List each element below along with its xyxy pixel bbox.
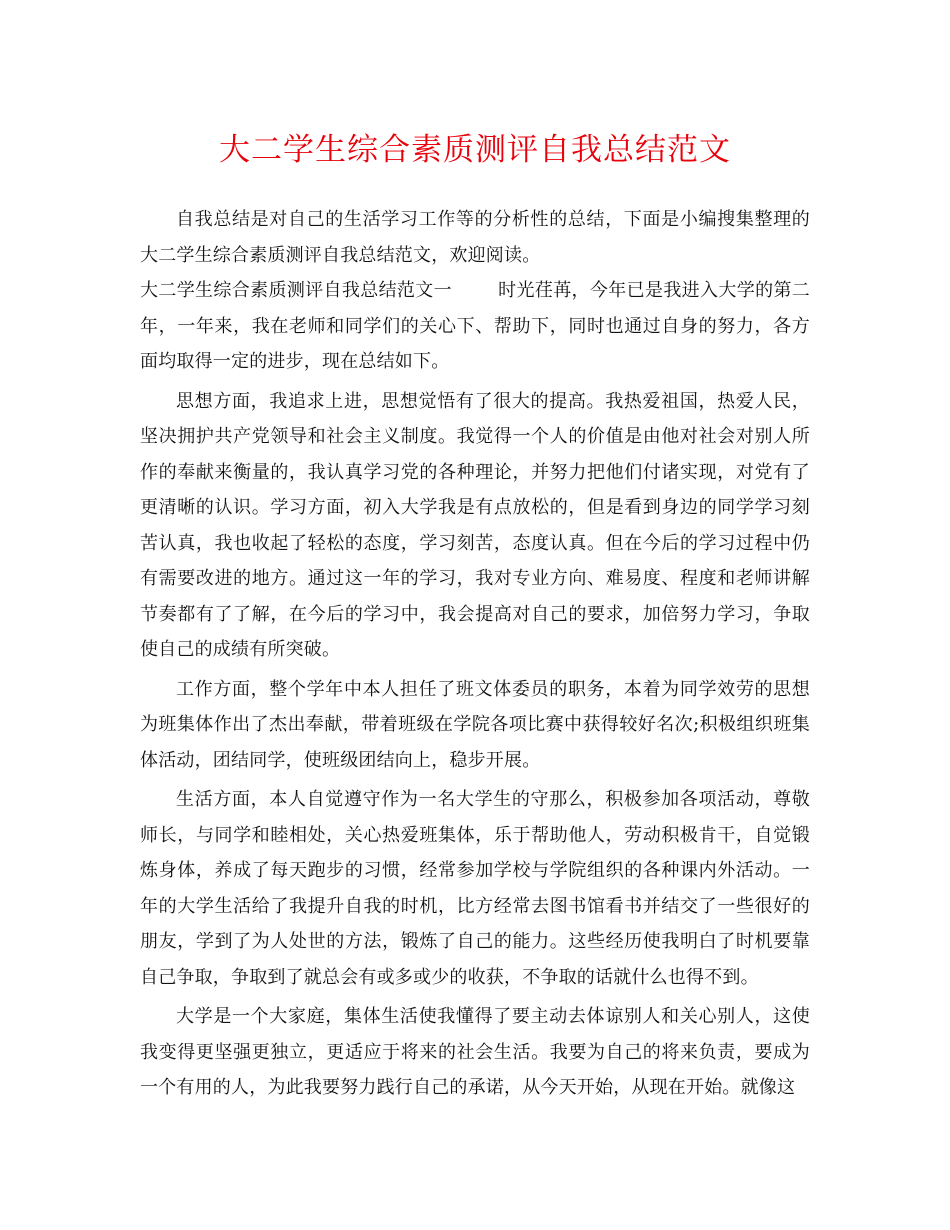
document-body xyxy=(140,202,810,1106)
paragraph-university: 大学是一个大家庭，集体生活使我懂得了要主动去体谅别人和关心别人，这使我变得更坚强更独立，更适应于将来的社会生活。我要为自己的将来负责，要成为一个有用的人，为此我要努力践行自己的承诺，从今天开始，从现在开始。就像这 xyxy=(140,1006,810,1098)
paragraph-life: 生活方面，本人自觉遵守作为一名大学生的守那么，积极参加各项活动，尊敬师长，与同学和睦相处，关心热爱班集体，乐于帮助他人，劳动积极肯干，自觉锻炼身体，养成了每天跑步的习惯，经常参加学校与学院组织的各种课内外活动。一年的大学生活给了我提升自我的时机，比方经常去图书馆看书并结交了一些很好的朋友，学到了为人处世的方法，锻炼了自己的能力。这些经历使我明白了时机要靠自己争取，争取到了就总会有或多或少的收获，不争取的话就什么也得不到。 xyxy=(140,789,810,988)
document-title: 大二学生综合素质测评自我总结范文 xyxy=(219,132,731,168)
paragraph-thought-study: 思想方面，我追求上进，思想觉悟有了很大的提高。我热爱祖国，热爱人民，坚决拥护共产党领导和社会主义制度。我觉得一个人的价值是由他对社会对别人所作的奉献来衡量的，我认真学习党的各种理论，并努力把他们付诸实现，对党有了更清晰的认识。学习方面，初入大学我是有点放松的，但是看到身边的同学学习刻苦认真，我也收起了轻松的态度，学习刻苦，态度认真。但在今后的学习过程中仍有需要改进的地方。通过这一年的学习，我对专业方向、难易度、程度和老师讲解节奏都有了了解，在今后的学习中，我会提高对自己的要求，加倍努力学习，争取使自己的成绩有所突破。 xyxy=(140,390,810,660)
section-opening-text: 时光荏苒，今年已是我进入大学的第二年，一年来，我在老师和同学们的关心下、帮助下，同时也通过自身的努力，各方面均取得一定的进步，现在总结如下。 xyxy=(140,280,810,372)
intro-paragraph: 自我总结是对自己的生活学习工作等的分析性的总结，下面是小编搜集整理的大二学生综合素质测评自我总结范文，欢迎阅读。 xyxy=(140,209,810,266)
section-heading: 大二学生综合素质测评自我总结范文一 xyxy=(140,280,452,301)
section-first-paragraph xyxy=(140,273,810,380)
paragraph-work: 工作方面，整个学年中本人担任了班文体委员的职务，本着为同学效劳的思想为班集体作出了杰出奉献，带着班级在学院各项比赛中获得较好名次;积极组织班集体活动，团结同学，使班级团结向上，稳步开展。 xyxy=(140,678,810,771)
